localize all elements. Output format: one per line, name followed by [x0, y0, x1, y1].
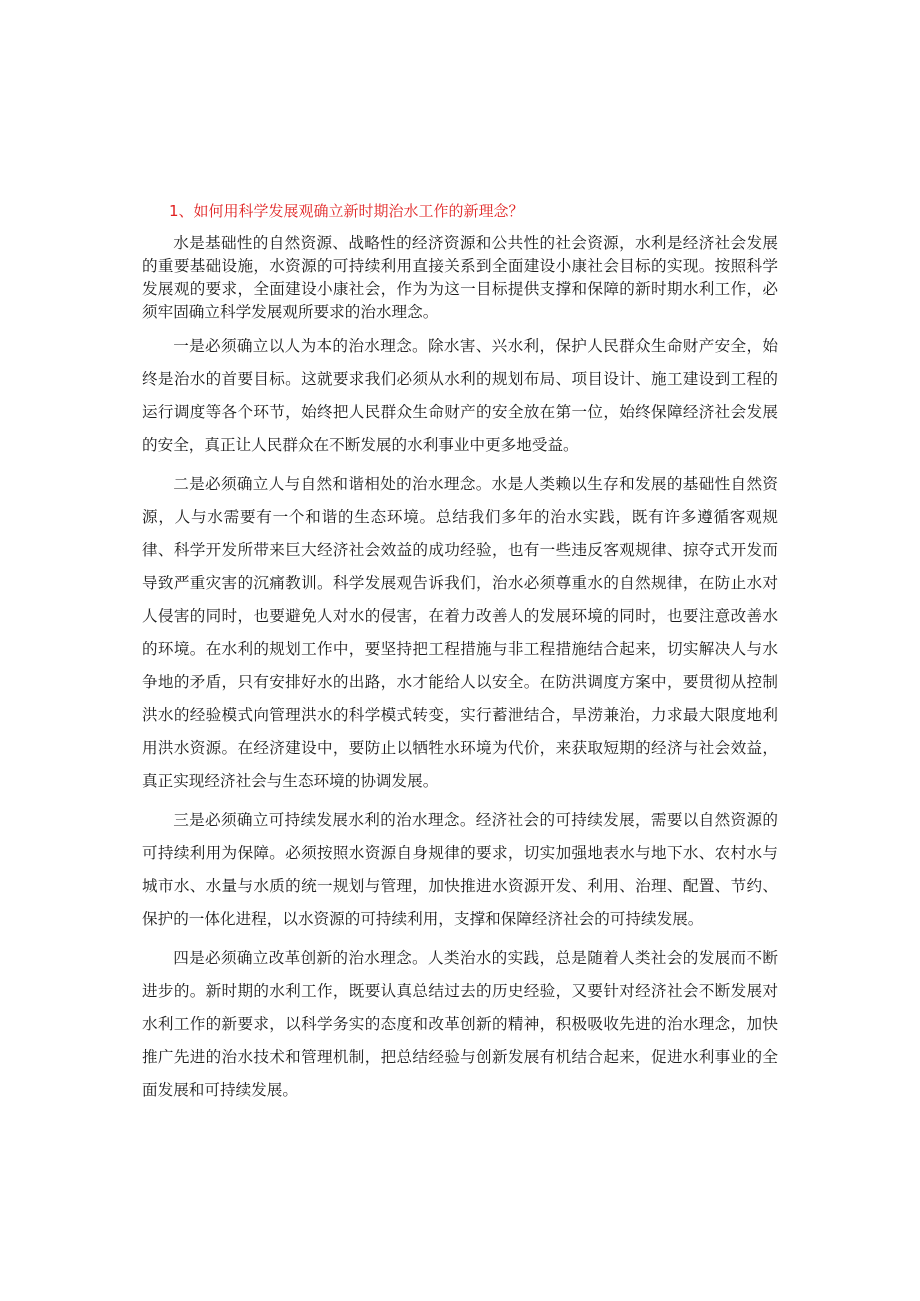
paragraph-point-three: 三是必须确立可持续发展水利的治水理念。经济社会的可持续发展，需要以自然资源的可持续利用为保障。必须按照水资源自身规律的要求，切实加强地表水与地下水、农村水与城市水、水量与水质的统一规划与管理，加快推进水资源开发、利用、治理、配置、节约、保护的一体化进程，以水资源的可持续利用，支撑和保障经济社会的可持续发展。	[142, 811, 778, 928]
paragraph-point-four: 四是必须确立改革创新的治水理念。人类治水的实践，总是随着人类社会的发展而不断进步的。新时期的水利工作，既要认真总结过去的历史经验，又要针对经济社会不断发展对水利工作的新要求，以科学务实的态度和改革创新的精神，积极吸收先进的治水理念，加快推广先进的治水技术和管理机制，把总结经验与创新发展有机结合起来，促进水利事业的全面发展和可持续发展。	[142, 949, 778, 1099]
document-body	[142, 198, 778, 1113]
paragraph-intro: 水是基础性的自然资源、战略性的经济资源和公共性的社会资源，水利是经济社会发展的重要基础设施，水资源的可持续利用直接关系到全面建设小康社会目标的实现。按照科学发展观的要求，全面建设小康社会，作为为这一目标提供支撑和保障的新时期水利工作，必须牢固确立科学发展观所要求的治水理念。	[142, 234, 778, 321]
paragraph-point-two: 二是必须确立人与自然和谐相处的治水理念。水是人类赖以生存和发展的基础性自然资源，人与水需要有一个和谐的生态环境。总结我们多年的治水实践，既有许多遵循客观规律、科学开发所带来巨大经济社会效益的成功经验，也有一些违反客观规律、掠夺式开发而导致严重灾害的沉痛教训。科学发展观告诉我们，治水必须尊重水的自然规律，在防止水对人侵害的同时，也要避免人对水的侵害，在着力改善人的发展环境的同时，也要注意改善水的环境。在水利的规划工作中，要坚持把工程措施与非工程措施结合起来，切实解决人与水争地的矛盾，只有安排好水的出路，水才能给人以安全。在防洪调度方案中，要贯彻从控制洪水的经验模式向管理洪水的科学模式转变，实行蓄泄结合，旱涝兼治，力求最大限度地利用洪水资源。在经济建设中，要防止以牺牲水环境为代价，来获取短期的经济与社会效益，真正实现经济社会与生态环境的协调发展。	[142, 475, 778, 790]
question-heading: 1、如何用科学发展观确立新时期治水工作的新理念？	[169, 202, 524, 220]
paragraph-point-one: 一是必须确立以人为本的治水理念。除水害、兴水利，保护人民群众生命财产安全，始终是治水的首要目标。这就要求我们必须从水利的规划布局、项目设计、施工建设到工程的运行调度等各个环节，始终把人民群众生命财产的安全放在第一位，始终保障经济社会发展的安全，真正让人民群众在不断发展的水利事业中更多地受益。	[142, 337, 778, 454]
